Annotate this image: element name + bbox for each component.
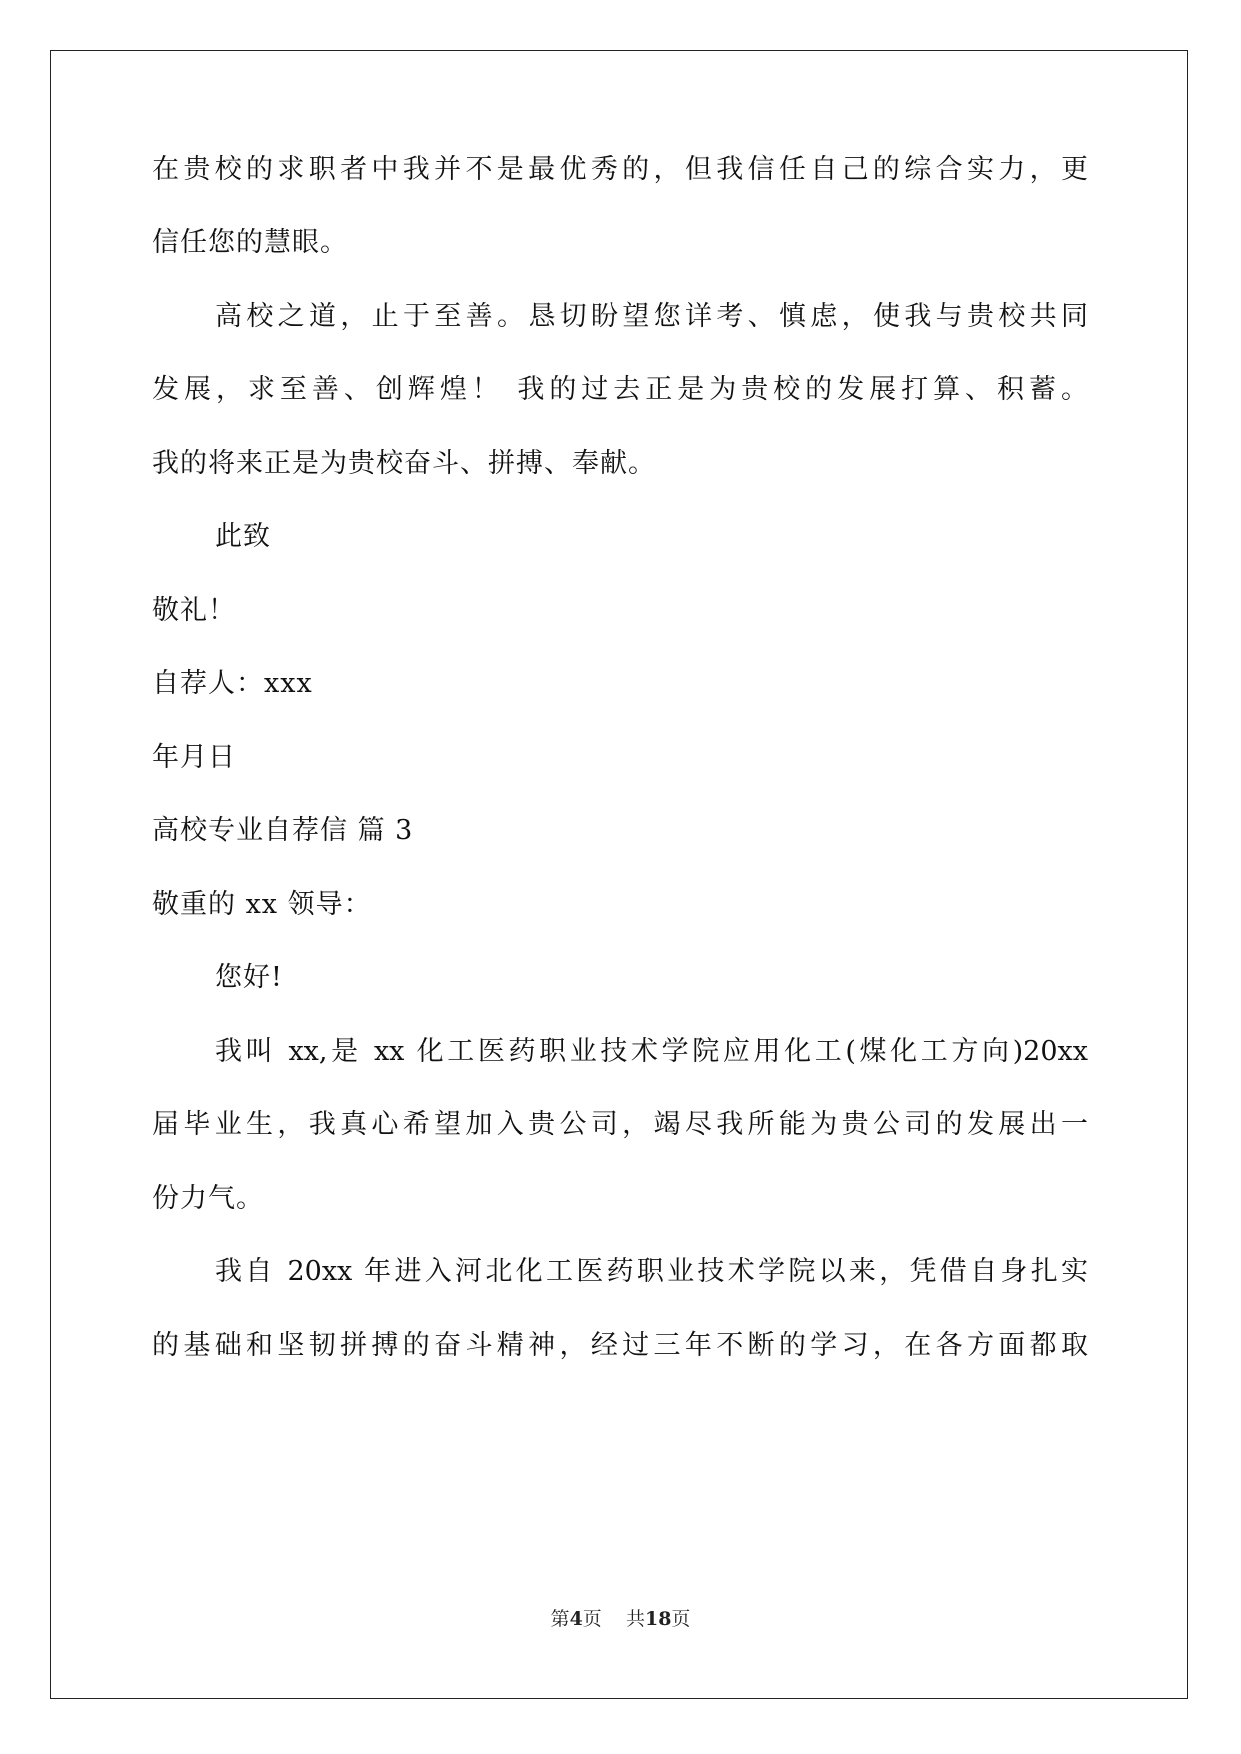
greeting-line: 敬重的 xx 领导： bbox=[152, 889, 372, 920]
body-line: 我叫 xx,是 xx 化工医药职业技术学院应用化工(煤化工方向)20xx bbox=[215, 1036, 1088, 1067]
closing-salutation: 此致 bbox=[215, 521, 271, 552]
section-heading: 高校专业自荐信 篇 3 bbox=[152, 815, 414, 846]
footer-current-page: 4 bbox=[569, 1608, 583, 1630]
body-line: 我自 20xx 年进入河北化工医药职业技术学院以来，凭借自身扎实 bbox=[215, 1256, 1088, 1287]
footer-middle: 页 共 bbox=[582, 1608, 645, 1630]
body-line: 高校之道，止于至善。恳切盼望您详考、慎虑，使我与贵校共同 bbox=[215, 301, 1088, 332]
footer-prefix: 第 bbox=[550, 1608, 570, 1630]
body-line: 份力气。 bbox=[152, 1183, 264, 1214]
page-frame bbox=[50, 50, 1188, 1699]
closing-regards: 敬礼！ bbox=[152, 595, 236, 626]
body-line: 我的将来正是为贵校奋斗、拼搏、奉献。 bbox=[152, 448, 656, 479]
footer-suffix: 页 bbox=[671, 1608, 691, 1630]
footer-total-pages: 18 bbox=[644, 1608, 672, 1630]
page-footer bbox=[0, 1607, 1241, 1631]
body-line: 的基础和坚韧拼搏的奋斗精神，经过三年不断的学习，在各方面都取 bbox=[152, 1330, 1088, 1361]
signature-line: 自荐人：xxx bbox=[152, 668, 313, 699]
body-line: 信任您的慧眼。 bbox=[152, 227, 348, 258]
date-line: 年月日 bbox=[152, 742, 236, 773]
body-line: 届毕业生，我真心希望加入贵公司，竭尽我所能为贵公司的发展出一 bbox=[152, 1109, 1088, 1140]
greeting-hello: 您好! bbox=[215, 962, 283, 993]
body-line: 在贵校的求职者中我并不是最优秀的，但我信任自己的综合实力，更 bbox=[152, 154, 1088, 185]
body-line: 发展，求至善、创辉煌！ 我的过去正是为贵校的发展打算、积蓄。 bbox=[152, 374, 1088, 405]
